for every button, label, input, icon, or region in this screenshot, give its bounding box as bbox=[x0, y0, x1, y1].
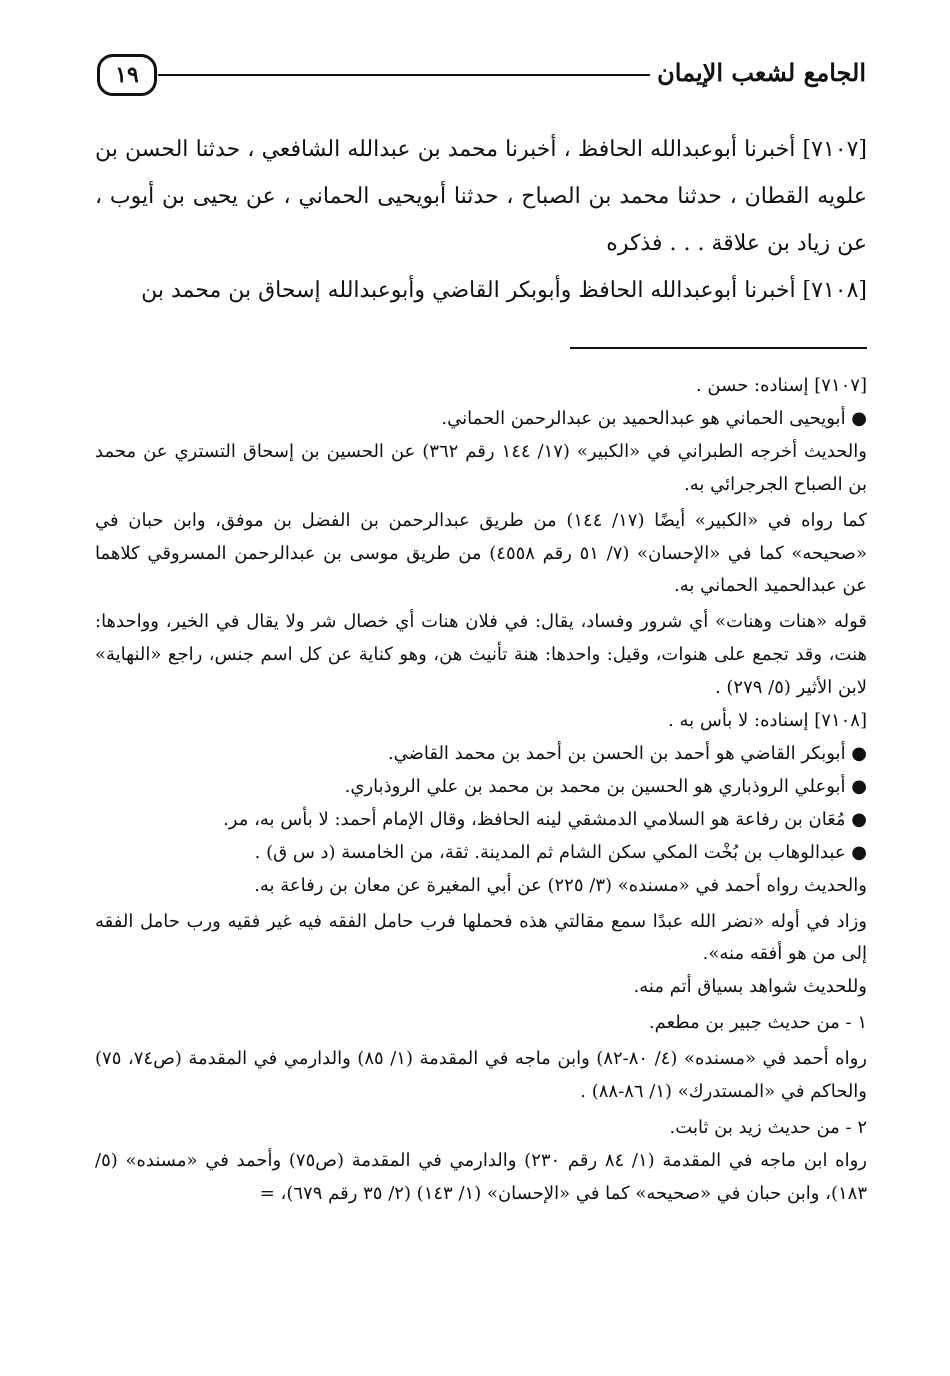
footnote-note: ● أبوبكر القاضي هو أحمد بن الحسن بن أحمد بن محمد القاضي. bbox=[387, 742, 867, 764]
footnote-7107-heading: [٧١٠٧] إسناده: حسن . bbox=[695, 375, 867, 396]
footnote-note: والحديث أخرجه الطبراني في «الكبير» (١٧/ ١٤٤ رقم ٣٦٢) عن الحسين بن إسحاق التستري عن محمد بن الصباح الجرجرائي به. bbox=[95, 440, 867, 495]
footnotes bbox=[95, 370, 867, 1211]
footnote-note: ● أبوعلي الروذباري هو الحسين بن محمد بن محمد بن علي الروذباري. bbox=[344, 775, 867, 797]
footnote-note: وللحديث شواهد بسياق أتم منه. bbox=[633, 976, 867, 998]
footnote-note: ١ - من حديث جبير بن مطعم. bbox=[648, 1012, 867, 1034]
hadith-7107: [٧١٠٧] أخبرنا أبوعبدالله الحافظ ، أخبرنا محمد بن عبدالله الشافعي ، حدثنا الحسن بن علويه القطان ، حدثنا محمد بن الصباح ، حدثنا أبويحيى الحماني ، عن يحيى بن أيوب ، عن زياد بن علاقة . . . فذكره bbox=[95, 137, 867, 256]
footnote-note: رواه أحمد في «مسنده» (٤/ ٨٠-٨٢) وابن ماجه في المقدمة (١/ ٨٥) والدارمي في المقدمة (ص٧٤، ٧٥) والحاكم في «المستدرك» (١/ ٨٦-٨٨) . bbox=[95, 1048, 867, 1103]
footnote-7108-heading: [٧١٠٨] إسناده: لا بأس به . bbox=[668, 710, 867, 732]
page-number: ١٩ bbox=[115, 62, 139, 88]
footnote-separator bbox=[570, 347, 867, 349]
footnote-note: رواه ابن ماجه في المقدمة (١/ ٨٤ رقم ٢٣٠) والدارمي في المقدمة (ص٧٥) وأحمد في «مسنده» (٥/ ١٨٣)، وابن حبان في «صحيحه» كما في «الإحسان» (١/ ١٤٣) (٢/ ٣٥ رقم ٦٧٩)، = bbox=[95, 1149, 867, 1204]
page-number-box bbox=[97, 54, 157, 96]
footnote-note: ● أبويحيى الحماني هو عبدالحميد بن عبدالرحمن الحماني. bbox=[441, 407, 867, 429]
header-rule bbox=[158, 74, 650, 76]
footnote-note: ● مُعَان بن رفاعة هو السلامي الدمشقي لينه الحافظ، وقال الإمام أحمد: لا بأس به، مر. bbox=[223, 808, 867, 830]
footnote-note: والحديث رواه أحمد في «مسنده» (٣/ ٢٢٥) عن أبي المغيرة عن معان بن رفاعة به. bbox=[254, 874, 867, 896]
hadith-7108: [٧١٠٨] أخبرنا أبوعبدالله الحافظ وأبوبكر القاضي وأبوعبدالله إسحاق بن محمد بن bbox=[141, 278, 867, 303]
footnote-note: ● عبدالوهاب بن بُخْت المكي سكن الشام ثم المدينة. ثقة، من الخامسة (د س ق) . bbox=[254, 841, 867, 863]
footnote-note: قوله «هنات وهنات» أي شرور وفساد، يقال: في فلان هنات أي خصال شر ولا يقال في الخير، وواحدها: هنت، وقد تجمع على هنوات، وقيل: واحدها: هنة تأنيث هن، وهو كناية عن كل اسم جنس، راجع «النهاية» لابن الأثير (٥/ ٢٧٩) . bbox=[95, 611, 867, 699]
footnote-note: وزاد في أوله «نضر الله عبدًا سمع مقالتي هذه فحملها فرب حامل الفقه فيه غير فقيه ورب حامل الفقه إلى من هو أفقه منه». bbox=[95, 910, 867, 965]
main-text bbox=[95, 126, 867, 314]
footnote-note: كما رواه في «الكبير» أيضًا (١٧/ ١٤٤) من طريق عبدالرحمن بن الفضل بن موفق، وابن حبان في «صحيحه» كما في «الإحسان» (٧/ ٥١ رقم ٤٥٥٨) من طريق موسى بن عبدالرحمن المسروقي كلاهما عن عبدالحميد الحماني به. bbox=[95, 509, 868, 597]
running-header-title: الجامع لشعب الإيمان bbox=[657, 58, 866, 87]
footnote-note: ٢ - من حديث زيد بن ثابت. bbox=[669, 1116, 867, 1138]
